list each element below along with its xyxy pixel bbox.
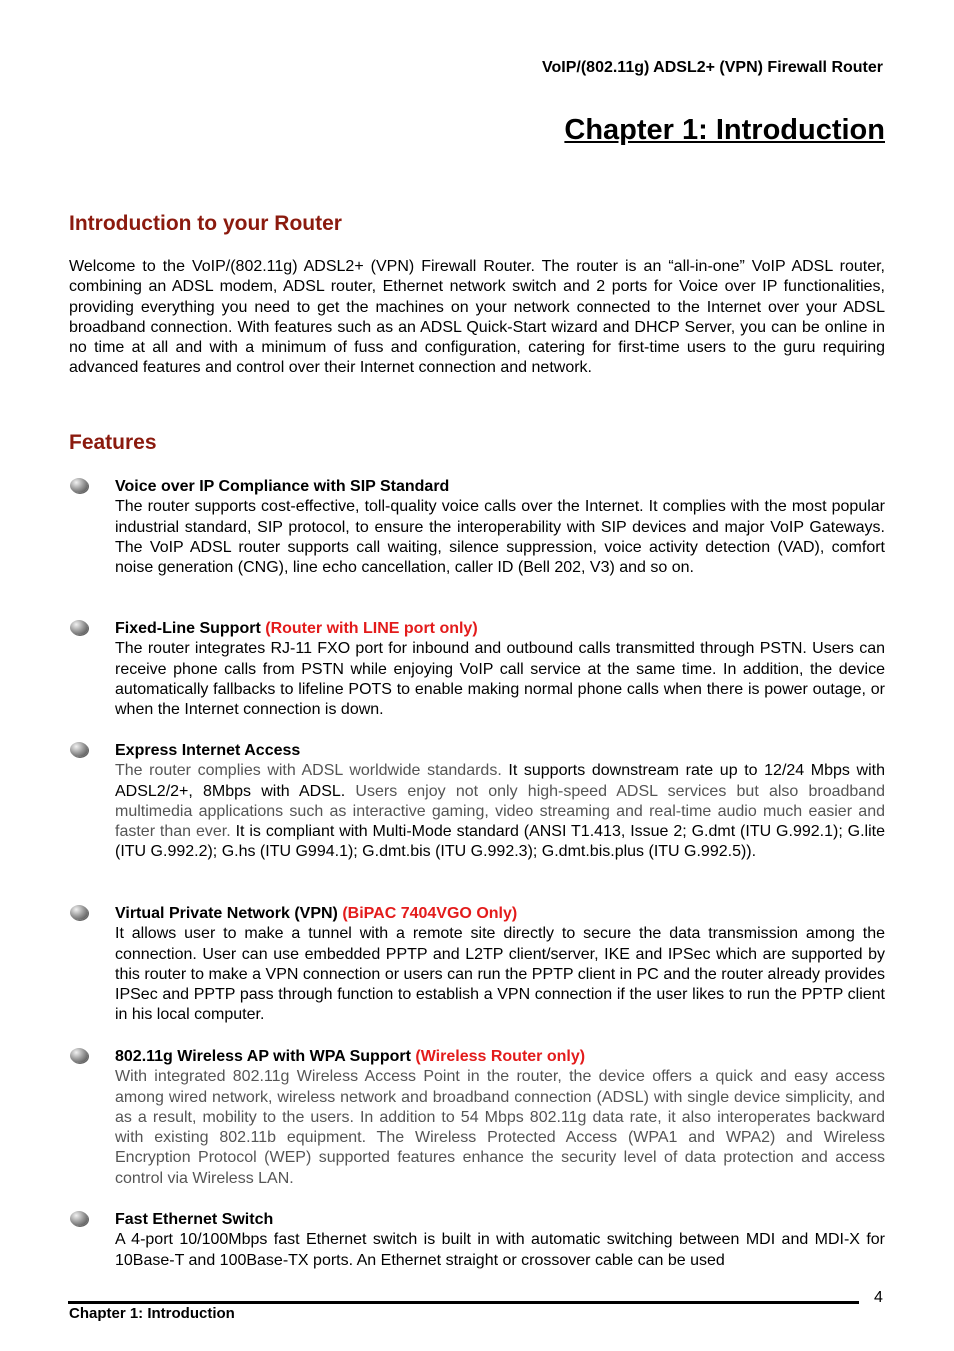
feature-body: With integrated 802.11g Wireless Access Point in the router, the device offers a quick and easy access among wired network, wireless network and broadband connection (ADSL) with single device simplicity, and as a result, mobility to the users. In addition to 54 Mbps 802.11g data rate, it also interoperates backward with existing 802.11b equipment. The Wireless Protected Access (WPA1 and WPA2) and Wireless Encryption Protocol (WEP) supported features enhance the security level of data protection and access control via Wireless LAN. <box>115 1068 885 1187</box>
feature-title-text: Virtual Private Network (VPN) <box>115 905 338 922</box>
feature-item-voip <box>69 477 885 578</box>
feature-availability-note: (Wireless Router only) <box>415 1048 586 1065</box>
feature-item-internet-access <box>69 741 885 863</box>
feature-item-ethernet-switch <box>69 1210 885 1271</box>
feature-title <box>115 904 885 924</box>
feature-body-part: The router complies with ADSL worldwide standards. <box>115 762 509 780</box>
feature-title <box>115 477 885 497</box>
feature-body-part: It supports downstream rate up to 12/24 Mbps with ADSL2/2+, 8Mbps with ADSL. <box>115 762 885 800</box>
feature-title-text: Voice over IP Compliance with SIP Standard <box>115 478 450 495</box>
feature-body-part: It is compliant with Multi-Mode standard (ANSI T1.413, Issue 2; G.dmt (ITU G.992.1); G.lite (ITU G.992.2); G.hs (ITU G994.1); G.dmt.bis (ITU G.992.3); G.dmt.bis.plus (ITU G.992.5)). <box>115 823 886 861</box>
page-number: 4 <box>874 1289 883 1306</box>
feature-body: The router integrates RJ-11 FXO port for inbound and outbound calls transmitted through PSTN. Users can receive phone calls from PSTN while enjoying VoIP call service at the same time. In addition, the device automatically fallbacks to lifeline POTS to enable making normal phone calls when there is power outage, or when the Internet connection is down. <box>115 640 885 719</box>
feature-body <box>115 761 885 862</box>
feature-item-vpn <box>69 904 885 1026</box>
feature-item-wireless <box>69 1047 885 1189</box>
running-header: VoIP/(802.11g) ADSL2+ (VPN) Firewall Router <box>542 59 883 76</box>
feature-item-fixed-line <box>69 619 885 720</box>
bullet-icon <box>70 1048 88 1063</box>
feature-title <box>115 619 885 639</box>
feature-title <box>115 1047 885 1067</box>
feature-title <box>115 741 885 761</box>
bullet-icon <box>70 1211 88 1226</box>
feature-availability-note: (BiPAC 7404VGO Only) <box>342 905 518 922</box>
feature-title-text: Fixed-Line Support <box>115 620 261 637</box>
feature-title-text: Fast Ethernet Switch <box>115 1211 274 1228</box>
footer-chapter-label: Chapter 1: Introduction <box>69 1305 235 1322</box>
feature-body: The router supports cost-effective, toll-quality voice calls over the Internet. It complies with the most popular industrial standard, SIP protocol, to ensure the interoperability with SIP devices and major VoIP Gateways. The VoIP ADSL router supports call waiting, silence suppression, voice activity detection (VAD), comfort noise generation (CNG), line echo cancellation, caller ID (Bell 202, V3) and so on. <box>115 498 885 577</box>
feature-body-part: Users enjoy not only high-speed ADSL services but also broadband multimedia applications such as interactive gaming, video streaming and real-time audio much easier and faster than ever. <box>115 782 885 841</box>
section-heading-features: Features <box>69 431 157 454</box>
bullet-icon <box>70 620 88 635</box>
feature-availability-note: (Router with LINE port only) <box>265 620 478 637</box>
bullet-icon <box>70 742 88 757</box>
footer-divider <box>68 1301 859 1304</box>
bullet-icon <box>70 905 88 920</box>
feature-title-text: Express Internet Access <box>115 742 301 759</box>
section-heading-intro: Introduction to your Router <box>69 212 342 235</box>
chapter-title: Chapter 1: Introduction <box>564 114 885 146</box>
feature-title <box>115 1210 885 1230</box>
feature-body: It allows user to make a tunnel with a remote site directly to secure the data transmission among the connection. User can use embedded PPTP and L2TP client/server, IKE and IPSec which are supported by this router to make a VPN connection or users can run the PPTP client in PC and the router already provides IPSec and PPTP pass through function to establish a VPN connection if the user likes to run the PPTP client in his local computer. <box>115 925 885 1024</box>
bullet-icon <box>70 478 88 493</box>
intro-paragraph: Welcome to the VoIP/(802.11g) ADSL2+ (VPN) Firewall Router. The router is an “all-in-one” VoIP ADSL router, combining an ADSL modem, ADSL router, Ethernet network switch and 2 ports for Voice over IP functionalities, providing everything you need to get the machines on your network connected to the Internet over your ADSL broadband connection. With features such as an ADSL Quick-Start wizard and DHCP Server, you can be online in no time at all and with a minimum of fuss and configuration, catering for first-time users to the guru requiring advanced features and control over their Internet connection and network. <box>69 258 885 377</box>
feature-body: A 4-port 10/100Mbps fast Ethernet switch is built in with automatic switching between MDI and MDI-X for 10Base-T and 100Base-TX ports. An Ethernet straight or crossover cable can be used <box>115 1231 885 1269</box>
feature-title-text: 802.11g Wireless AP with WPA Support <box>115 1048 411 1065</box>
